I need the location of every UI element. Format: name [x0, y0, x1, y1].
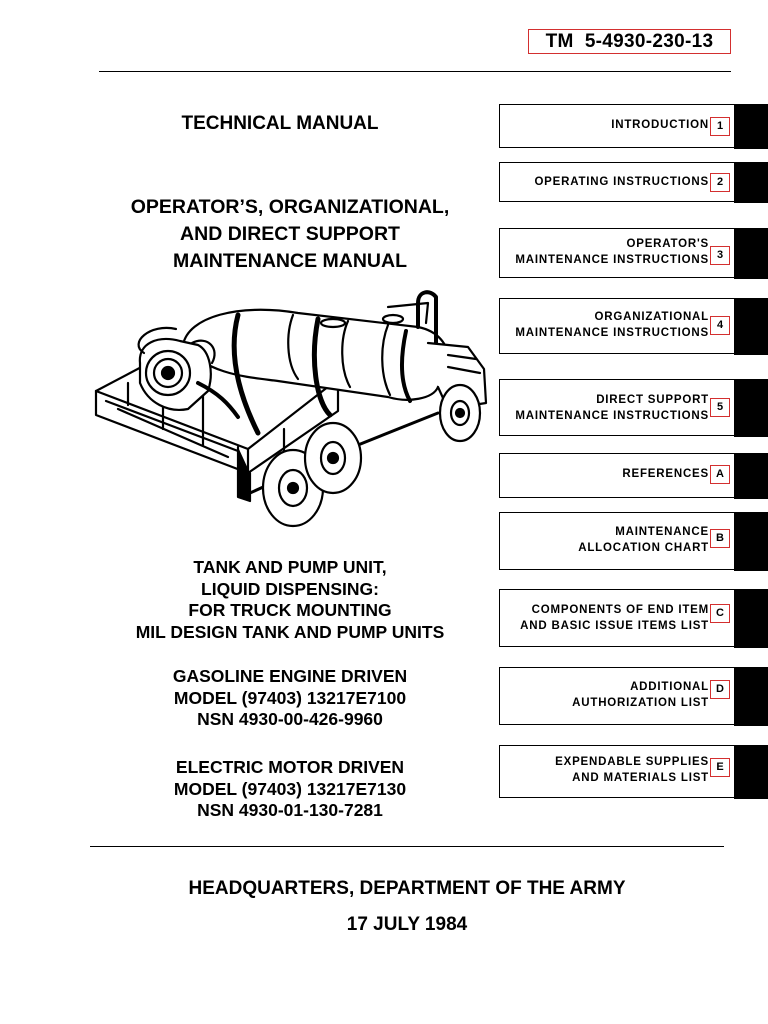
- tab-references[interactable]: [499, 453, 767, 498]
- truck-with-tank-illustration: [88, 283, 502, 545]
- footer-rule: [90, 846, 724, 847]
- tab-label-line: REFERENCES: [622, 468, 709, 480]
- tab-number: E: [710, 758, 730, 777]
- item-line: FOR TRUCK MOUNTING: [188, 600, 392, 620]
- tab-label: [555, 754, 709, 786]
- tab-label: [515, 392, 709, 424]
- tab-maintenance-allocation-chart[interactable]: [499, 512, 767, 570]
- item-line: LIQUID DISPENSING:: [201, 578, 379, 599]
- tab-label: [622, 466, 709, 482]
- tab-number: C: [710, 604, 730, 623]
- tab-label: [534, 174, 709, 190]
- tab-number: B: [710, 529, 730, 548]
- electric-line: ELECTRIC MOTOR DRIVEN: [175, 757, 405, 777]
- tab-label-line: INTRODUCTION: [611, 119, 709, 131]
- tab-label-line: MAINTENANCE INSTRUCTIONS: [515, 410, 709, 422]
- publication-date: 17 JULY 1984: [346, 914, 468, 935]
- tab-label-line: EXPENDABLE SUPPLIES: [555, 756, 709, 768]
- tab-label: [572, 679, 709, 711]
- tab-label-line: MAINTENANCE INSTRUCTIONS: [515, 254, 709, 266]
- tab-label: [515, 236, 709, 268]
- gasoline-model-block: [90, 666, 490, 731]
- tab-label: [520, 602, 709, 634]
- tab-number: D: [710, 680, 730, 699]
- tab-label-line: ALLOCATION CHART: [578, 542, 709, 554]
- header-rule: [99, 71, 731, 72]
- electric-line: NSN 4930-01-130-7281: [197, 800, 383, 820]
- tab-expendable-supplies[interactable]: [499, 745, 767, 798]
- tm-number: TM 5-4930-230-13: [528, 29, 731, 54]
- manual-type-title: TECHNICAL MANUAL: [181, 113, 379, 134]
- tab-components-end-item[interactable]: [499, 589, 767, 647]
- gasoline-line: GASOLINE ENGINE DRIVEN: [172, 666, 408, 686]
- tab-label-line: AND BASIC ISSUE ITEMS LIST: [520, 620, 709, 632]
- tab-label-line: MAINTENANCE: [615, 526, 709, 538]
- tab-label-line: OPERATING INSTRUCTIONS: [534, 176, 709, 188]
- tab-number: 5: [710, 398, 730, 417]
- tab-label: [578, 524, 709, 556]
- tab-number: 3: [710, 246, 730, 265]
- tab-label-line: AND MATERIALS LIST: [572, 772, 709, 784]
- tab-label: [611, 117, 709, 133]
- tab-operator-maintenance[interactable]: [499, 228, 767, 278]
- subtitle-line: MAINTENANCE MANUAL: [173, 250, 407, 272]
- tab-organizational-maintenance[interactable]: [499, 298, 767, 354]
- tab-label-line: ADDITIONAL: [630, 681, 709, 693]
- tab-label-line: COMPONENTS OF END ITEM: [531, 604, 709, 616]
- subtitle-line: AND DIRECT SUPPORT: [180, 223, 400, 245]
- tab-label-line: OPERATOR'S: [626, 238, 709, 250]
- tab-label: [515, 309, 709, 341]
- item-description: [90, 557, 490, 643]
- item-line: TANK AND PUMP UNIT,: [193, 557, 387, 577]
- electric-model-block: [90, 757, 490, 822]
- tab-direct-support-maintenance[interactable]: [499, 379, 767, 436]
- tab-label-line: MAINTENANCE INSTRUCTIONS: [515, 327, 709, 339]
- manual-subtitle: [95, 194, 485, 275]
- subtitle-line: OPERATOR’S, ORGANIZATIONAL,: [130, 196, 450, 218]
- gasoline-line: MODEL (97403) 13217E7100: [173, 687, 407, 708]
- tab-label-line: ORGANIZATIONAL: [594, 311, 709, 323]
- tab-number: 4: [710, 316, 730, 335]
- tab-label-line: DIRECT SUPPORT: [596, 394, 709, 406]
- tab-label-line: AUTHORIZATION LIST: [572, 697, 709, 709]
- tab-operating-instructions[interactable]: [499, 162, 767, 202]
- tab-number: 1: [710, 117, 730, 136]
- item-line: MIL DESIGN TANK AND PUMP UNITS: [135, 621, 445, 642]
- gasoline-line: NSN 4930-00-426-9960: [197, 709, 383, 729]
- headquarters-text: HEADQUARTERS, DEPARTMENT OF THE ARMY: [188, 878, 626, 899]
- tab-introduction[interactable]: [499, 104, 767, 148]
- tab-number: A: [710, 465, 730, 484]
- electric-line: MODEL (97403) 13217E7130: [173, 778, 407, 799]
- tab-additional-authorization[interactable]: [499, 667, 767, 725]
- tab-number: 2: [710, 173, 730, 192]
